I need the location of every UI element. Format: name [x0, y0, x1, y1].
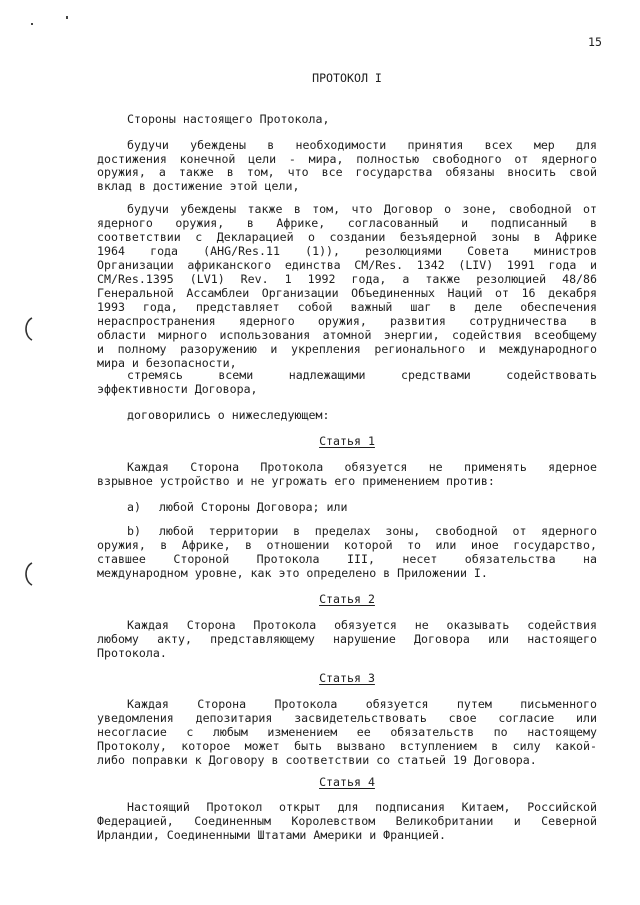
preamble-agreed: договорились о нижеследующем:	[127, 408, 330, 422]
article-1-heading: Статья 1	[319, 434, 375, 448]
article-1-line: Каждая Сторона Протокола обязуется не применять ядерное	[127, 460, 597, 474]
scan-speck-left	[31, 23, 33, 25]
article-4-heading: Статья 4	[319, 775, 375, 789]
preamble-p1-line: будучи убеждены в необходимости принятия всех мер для	[127, 138, 597, 152]
article-3-heading: Статья 3	[319, 671, 375, 685]
preamble-p2-line: и полному разоружению и укрепления регионального и международного	[97, 342, 597, 356]
item-b-line: ставшее Стороной Протокола III, несет обязательства на	[97, 552, 597, 566]
article-2-line: Протокола.	[97, 646, 167, 660]
preamble-p2-line: CM/Res.1395 (LV1) Rev. 1 1992 года, а также резолюцией 48/86	[97, 272, 597, 286]
document-title: ПРОТОКОЛ I	[312, 71, 382, 85]
item-b-line: любой территории в пределах зоны, свободной от ядерного	[159, 524, 597, 538]
preamble-p1-line: вклад в достижение этой цели,	[97, 179, 300, 193]
preamble-p2-line: Генеральной Ассамблеи Организации Объединенных Наций от 16 декабря	[97, 286, 597, 300]
preamble-p1-line: достижения конечной цели - мира, полностью свободного от ядерного	[97, 152, 597, 166]
preamble-p2-line: нераспространения ядерного оружия, развития сотрудничества в	[97, 314, 597, 328]
punch-hole-mark-lower	[20, 561, 34, 587]
item-b-line: оружия, в Африке, в отношении которой то или иное государство,	[97, 538, 597, 552]
preamble-p3-line: эффективности Договора,	[97, 382, 258, 396]
article-2-heading: Статья 2	[319, 592, 375, 606]
article-3-line: уведомления депозитария засвидетельствовать свое согласие или	[97, 711, 597, 725]
scan-speck-right	[66, 16, 68, 19]
article-2-line: любому акту, представляющему нарушение Договора или настоящего	[97, 632, 597, 646]
item-b-line: международном уровне, как это определено в Приложении I.	[97, 566, 488, 580]
punch-hole-mark-upper	[20, 316, 34, 342]
article-2-line: Каждая Сторона Протокола обязуется не оказывать содействия	[127, 618, 597, 632]
article-3-line: Каждая Сторона Протокола обязуется путем письменного	[127, 697, 597, 711]
preamble-p2-line: 1993 года, представляет собой важный шаг в деле обеспечения	[97, 300, 597, 314]
article-4-line: Федерацией, Соединенным Королевством Великобритании и Северной	[97, 814, 597, 828]
item-a-text: любой Стороны Договора; или	[159, 500, 348, 514]
article-1-line: взрывное устройство и не угрожать его применением против:	[97, 474, 495, 488]
article-3-line: либо поправки к Договору в соответствии со статьей 19 Договора.	[97, 753, 537, 767]
preamble-p2-line: ядерного оружия, в Африке, согласованный и подписанный в	[97, 216, 597, 230]
preamble-p2-line: Организации африканского единства CM/Res. 1342 (LIV) 1991 года и	[97, 258, 597, 272]
preamble-p1-line: оружия, а также в том, что все государства обязаны вносить свой	[97, 165, 597, 179]
article-4-line: Ирландии, Соединенными Штатами Америки и Францией.	[97, 828, 447, 842]
preamble-parties: Стороны настоящего Протокола,	[127, 112, 330, 126]
preamble-p2-line: 1964 года (AHG/Res.11 (1)), резолюциями Совета министров	[97, 244, 597, 258]
page-number: 15	[588, 35, 602, 49]
preamble-p2-line: соответствии с Декларацией о создании безъядерной зоны в Африке	[97, 230, 597, 244]
preamble-p2-line: будучи убеждены также в том, что Договор о зоне, свободной от	[127, 202, 597, 216]
item-b-marker: b)	[127, 524, 141, 538]
preamble-p2-line: области мирного использования атомной энергии, содействия всеобщему	[97, 328, 597, 342]
article-4-line: Настоящий Протокол открыт для подписания Китаем, Российской	[127, 800, 597, 814]
preamble-p2-line: мира и безопасности,	[97, 356, 237, 370]
item-a-marker: a)	[127, 500, 141, 514]
preamble-p3-line: стремясь всеми надлежащими средствами содействовать	[127, 368, 597, 382]
article-3-line: Протоколу, которое может быть вызвано вступлением в силу какой-	[97, 739, 597, 753]
article-3-line: несогласие с любым изменением ее обязательств по настоящему	[97, 725, 597, 739]
